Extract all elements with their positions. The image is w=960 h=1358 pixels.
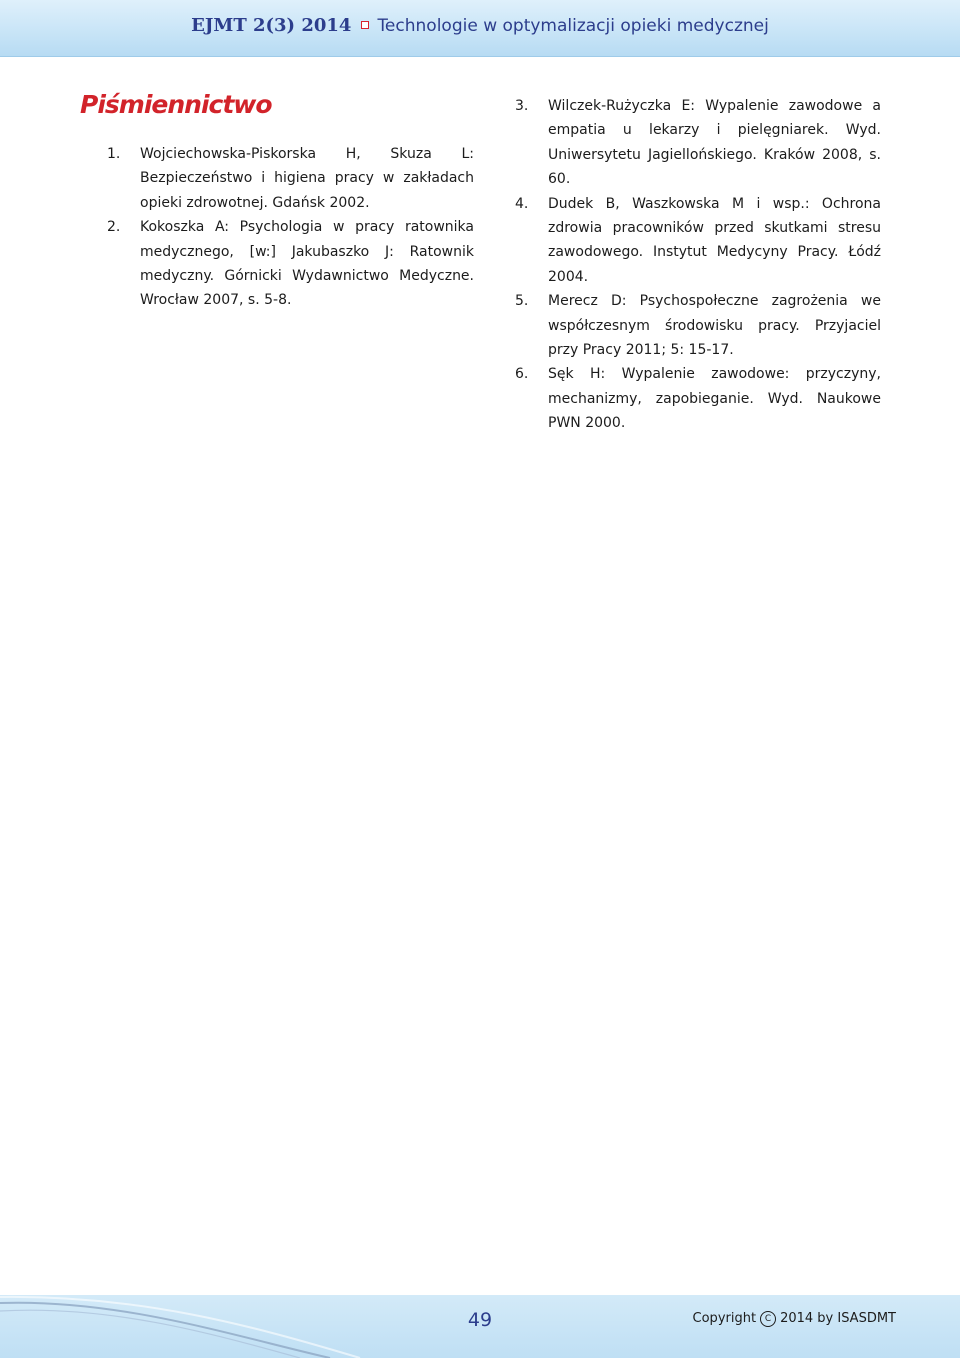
reference-text: Sęk H: Wypalenie zawodowe: przyczyny, mechanizmy, zapobieganie. Wyd. Naukowe PWN 2000.	[548, 366, 881, 432]
reference-text: Wilczek-Rużyczka E: Wypalenie zawodowe a empatia u lekarzy i pielęgniarek. Wyd. Uniwersytetu Jagiellońskiego. Kraków 2008, s. 60.	[548, 98, 881, 188]
copyright-notice	[693, 1311, 896, 1327]
reference-text: Dudek B, Waszkowska M i wsp.: Ochrona zdrowia pracowników przed skutkami stresu zawodowego. Instytut Medycyny Pracy. Łódź 2004.	[548, 195, 881, 285]
header-title	[0, 15, 960, 36]
header-subtitle: Technologie w optymalizacji opieki medycznej	[377, 16, 769, 36]
section-title: Piśmiennictwo	[80, 90, 272, 119]
reference-number: 2.	[107, 219, 121, 236]
reference-number: 1.	[107, 146, 121, 162]
page-footer	[0, 1295, 960, 1358]
reference-text: Kokoszka A: Psychologia w pracy ratownika medycznego, [w:] Jakubaszko J: Ratownik medyczny. Górnicki Wydawnictwo Medyczne. Wrocław 2007, s. 5-8.	[140, 219, 474, 309]
copyright-prefix: Copyright	[692, 1311, 757, 1326]
reference-number: 3.	[515, 98, 529, 114]
reference-number: 5.	[515, 293, 529, 310]
reference-list-right	[515, 94, 881, 436]
reference-item	[107, 142, 474, 215]
reference-item	[515, 192, 881, 290]
journal-name: EJMT 2(3) 2014	[191, 15, 352, 36]
reference-item	[515, 362, 881, 435]
copyright-suffix: 2014 by ISASDMT	[780, 1311, 896, 1326]
reference-text: Merecz D: Psychospołeczne zagrożenia we współczesnym środowisku pracy. Przyjaciel przy Pracy 2011; 5: 15-17.	[548, 293, 881, 359]
reference-item	[515, 289, 881, 362]
copyright-icon: C	[760, 1311, 776, 1327]
reference-number: 6.	[515, 366, 529, 383]
reference-list-left	[107, 142, 474, 313]
reference-text: Wojciechowska-Piskorska H, Skuza L: Bezpieczeństwo i higiena pracy w zakładach opieki zdrowotnej. Gdańsk 2002.	[140, 146, 474, 211]
page-number: 49	[467, 1309, 493, 1331]
reference-number: 4.	[515, 195, 529, 212]
reference-item	[515, 94, 881, 192]
square-bullet-icon	[361, 21, 369, 29]
page-header	[0, 0, 960, 57]
reference-item	[107, 215, 474, 313]
